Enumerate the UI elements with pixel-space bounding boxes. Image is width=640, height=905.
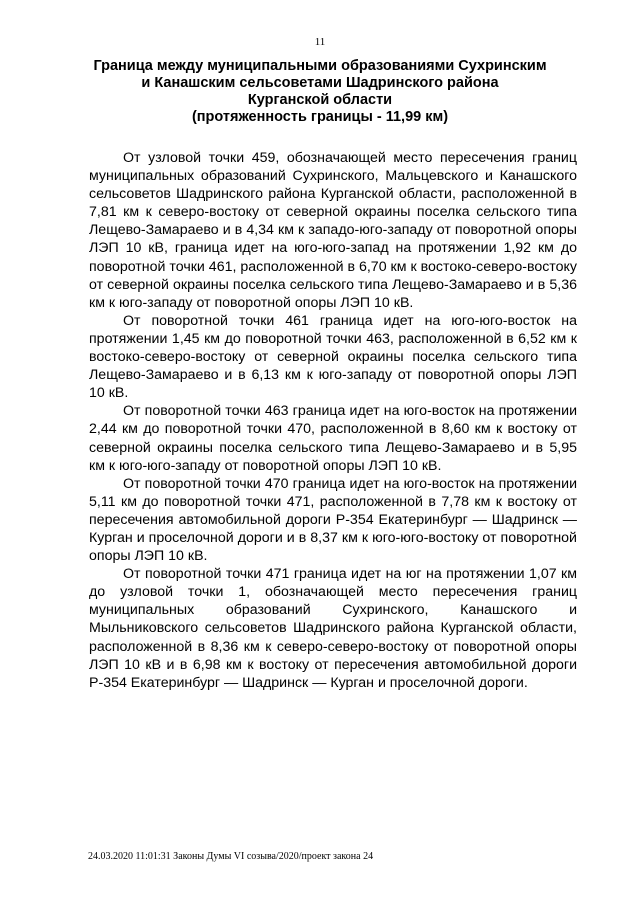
paragraph-2: От поворотной точки 461 граница идет на юго-юго-восток на протяжении 1,45 км до поворотной точки 463, расположенной в 6,52 км к востоко-северо-востоку от северной окраины поселка сельского типа Лещево-Замараево и в 6,13 км к юго-западу от поворотной опоры ЛЭП 10 кВ. [89,312,577,402]
document-title [70,58,570,126]
title-line-2: и Канашским сельсоветами Шадринского района [141,75,499,91]
title-line-4: (протяженность границы - 11,99 км) [191,109,449,125]
document-body [89,149,577,692]
paragraph-4: От поворотной точки 470 граница идет на юго-восток на протяжении 5,11 км до поворотной точки 471, расположенной в 7,78 км к востоку от пересечения автомобильной дороги Р-354 Екатеринбург — Шадринск — Курган и проселочной дороги и в 8,37 км к юго-юго-востоку от поворотной опоры ЛЭП 10 кВ. [89,475,577,565]
page-number: 11 [314,36,326,48]
paragraph-5: От поворотной точки 471 граница идет на юг на протяжении 1,07 км до узловой точки 1, обозначающей место пересечения границ муниципальных образований Сухринского, Канашского и Мыльниковского сельсоветов Шадринского района Курганской области, расположенной в 8,36 км к северо-северо-востоку от поворотной опоры ЛЭП 10 кВ и в 6,98 км к востоку от пересечения автомобильной дороги Р-354 Екатеринбург — Шадринск — Курган и проселочной дороги. [89,566,577,691]
title-line-1: Граница между муниципальными образованиями Сухринским [93,58,547,74]
paragraph-1: От узловой точки 459, обозначающей место пересечения границ муниципальных образований Сухринского, Мальцевского и Канашского сельсоветов Шадринского района Курганской области, расположенной в 7,81 км к северо-востоку от северной окраины поселка сельского типа Лещево-Замараево и в 4,34 км к западо-юго-западу от поворотной опоры ЛЭП 10 кВ, граница идет на юго-юго-запад на протяжении 1,92 км до поворотной точки 461, расположенной в 6,70 км к востоко-северо-востоку от северной окраины поселка сельского типа Лещево-Замараево и в 5,36 км к юго-западу от поворотной опоры ЛЭП 10 кВ. [89,150,577,311]
paragraph-3: От поворотной точки 463 граница идет на юго-восток на протяжении 2,44 км до поворотной точки 470, расположенной в 8,60 км к востоку от северной окраины поселка сельского типа Лещево-Замараево и в 5,95 км к юго-юго-западу от поворотной опоры ЛЭП 10 кВ. [89,403,577,474]
title-line-3: Курганской области [247,92,393,108]
document-footer: 24.03.2020 11:01:31 Законы Думы VI созыва/2020/проект закона 24 [88,851,374,862]
